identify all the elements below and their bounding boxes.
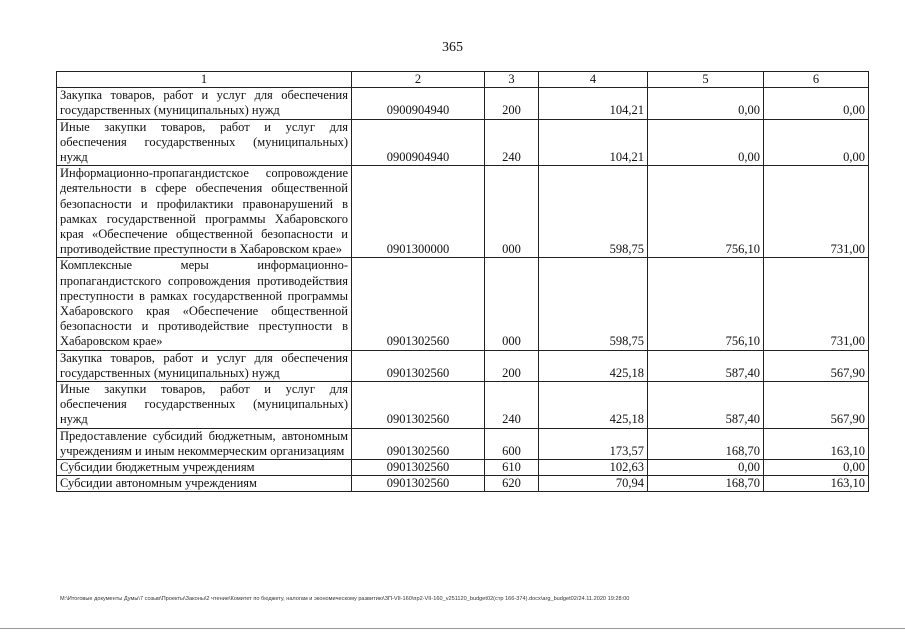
- row-type: 000: [485, 258, 539, 350]
- row-value-2: 0,00: [648, 119, 764, 166]
- row-code: 0901302560: [352, 460, 485, 476]
- row-value-2: 0,00: [648, 88, 764, 119]
- row-value-1: 173,57: [539, 428, 648, 459]
- row-value-1: 104,21: [539, 88, 648, 119]
- row-value-3: 0,00: [764, 119, 869, 166]
- row-code: 0901302560: [352, 476, 485, 492]
- table-row: [57, 166, 869, 258]
- table-row: [57, 350, 869, 381]
- row-value-3: 567,90: [764, 382, 869, 429]
- row-value-2: 756,10: [648, 166, 764, 258]
- row-value-3: 731,00: [764, 166, 869, 258]
- row-value-3: 163,10: [764, 476, 869, 492]
- table-row: [57, 119, 869, 166]
- row-value-2: 587,40: [648, 382, 764, 429]
- document-path-footer: M:\Итоговые документы Думы\7 созыв\Проекты\Законы\2 чтение\Комитет по бюджету, налогам и экономическому развитию\ЗП-VII-160\пр2-VII-160_v251120_budget02(стр 166-374).docx\arg_budget02/24.11.2020 19:28:00: [60, 596, 630, 602]
- row-name: Информационно-пропагандистское сопровождение деятельности в сфере обеспечения общественной безопасности и профилактики правонарушений в рамках государственной программы Хабаровского края «Обеспечение общественной безопасности и противодействие преступности в Хабаровском крае»: [57, 166, 352, 258]
- row-type: 620: [485, 476, 539, 492]
- row-code: 0901300000: [352, 166, 485, 258]
- page-number: 365: [442, 40, 463, 55]
- row-code: 0901302560: [352, 428, 485, 459]
- row-type: 200: [485, 88, 539, 119]
- table-header-row: [57, 72, 869, 88]
- row-code: 0901302560: [352, 350, 485, 381]
- column-header: 4: [539, 72, 648, 88]
- row-value-1: 425,18: [539, 350, 648, 381]
- column-header: 3: [485, 72, 539, 88]
- row-value-3: 0,00: [764, 88, 869, 119]
- budget-table: [56, 71, 869, 492]
- table-row: [57, 382, 869, 429]
- row-name: Закупка товаров, работ и услуг для обеспечения государственных (муниципальных) нужд: [57, 350, 352, 381]
- row-value-2: 168,70: [648, 476, 764, 492]
- row-value-3: 163,10: [764, 428, 869, 459]
- row-value-2: 756,10: [648, 258, 764, 350]
- row-value-1: 102,63: [539, 460, 648, 476]
- page-divider: [0, 628, 905, 629]
- row-code: 0901302560: [352, 258, 485, 350]
- row-value-1: 70,94: [539, 476, 648, 492]
- row-value-3: 567,90: [764, 350, 869, 381]
- row-value-3: 731,00: [764, 258, 869, 350]
- table-row: [57, 460, 869, 476]
- row-value-1: 425,18: [539, 382, 648, 429]
- table-row: [57, 258, 869, 350]
- row-value-1: 598,75: [539, 258, 648, 350]
- row-value-1: 598,75: [539, 166, 648, 258]
- row-type: 600: [485, 428, 539, 459]
- table-row: [57, 88, 869, 119]
- row-name: Иные закупки товаров, работ и услуг для обеспечения государственных (муниципальных) нужд: [57, 119, 352, 166]
- row-value-2: 0,00: [648, 460, 764, 476]
- row-value-1: 104,21: [539, 119, 648, 166]
- row-code: 0901302560: [352, 382, 485, 429]
- row-value-3: 0,00: [764, 460, 869, 476]
- row-type: 000: [485, 166, 539, 258]
- row-type: 610: [485, 460, 539, 476]
- row-code: 0900904940: [352, 88, 485, 119]
- table-row: [57, 476, 869, 492]
- row-name: Комплексные меры информационно-пропагандистского сопровождения противодействия преступности в рамках государственной программы Хабаровского края «Обеспечение общественной безопасности и противодействие преступности в Хабаровском крае»: [57, 258, 352, 350]
- row-type: 200: [485, 350, 539, 381]
- row-name: Закупка товаров, работ и услуг для обеспечения государственных (муниципальных) нужд: [57, 88, 352, 119]
- row-name: Иные закупки товаров, работ и услуг для обеспечения государственных (муниципальных) нужд: [57, 382, 352, 429]
- column-header: 2: [352, 72, 485, 88]
- column-header: 6: [764, 72, 869, 88]
- row-name: Предоставление субсидий бюджетным, автономным учреждениям и иным некоммерческим организациям: [57, 428, 352, 459]
- row-type: 240: [485, 382, 539, 429]
- row-name: Субсидии автономным учреждениям: [57, 476, 352, 492]
- row-value-2: 587,40: [648, 350, 764, 381]
- table-row: [57, 428, 869, 459]
- column-header: 1: [57, 72, 352, 88]
- row-name: Субсидии бюджетным учреждениям: [57, 460, 352, 476]
- row-type: 240: [485, 119, 539, 166]
- row-value-2: 168,70: [648, 428, 764, 459]
- column-header: 5: [648, 72, 764, 88]
- row-code: 0900904940: [352, 119, 485, 166]
